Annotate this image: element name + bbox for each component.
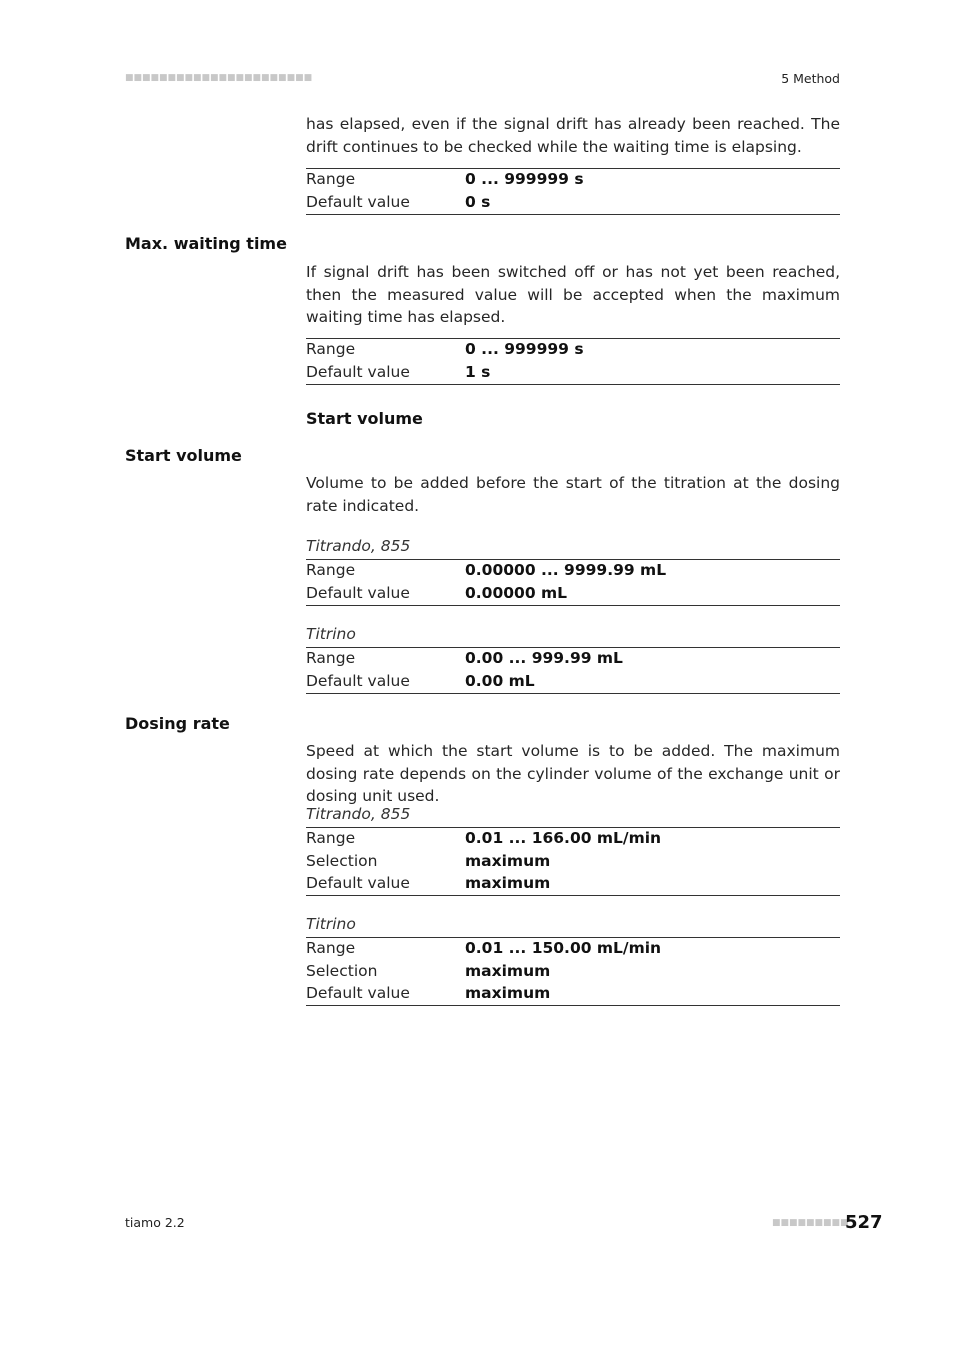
- row-value: 0.01 ... 166.00 mL/min: [465, 829, 662, 847]
- table-row: [306, 670, 840, 693]
- row-value: 0 ... 999999 s: [465, 340, 584, 358]
- param-table-dosing-rate-titrino: [306, 937, 840, 1005]
- row-value: maximum: [465, 961, 551, 980]
- row-label: Range: [306, 939, 356, 957]
- table-bottom-rule: [306, 214, 840, 215]
- device-group-title: Titrino: [306, 625, 356, 643]
- section-heading: Start volume: [306, 409, 423, 428]
- row-value: 0.00 ... 999.99 mL: [465, 649, 623, 667]
- device-group-title: Titrando, 855: [306, 805, 411, 823]
- footer-decoration: ■■■■■■■■■: [772, 1218, 849, 1228]
- row-label: Selection: [306, 961, 378, 980]
- table-row: [306, 960, 840, 983]
- param-table-start-volume-titrando: [306, 559, 840, 604]
- dosing-rate-label: Dosing rate: [125, 714, 230, 733]
- header-decoration: ■■■■■■■■■■■■■■■■■■■■■■: [125, 73, 313, 83]
- param-table-dosing-rate-titrando: [306, 827, 840, 895]
- row-label: Default value: [306, 874, 410, 892]
- row-label: Default value: [306, 671, 410, 690]
- row-value: maximum: [465, 984, 551, 1002]
- row-label: Range: [306, 829, 356, 847]
- row-value: maximum: [465, 851, 551, 870]
- table-row: [306, 982, 840, 1005]
- row-value: 0.01 ... 150.00 mL/min: [465, 939, 662, 957]
- param-table-start-volume-titrino: [306, 647, 840, 692]
- table-bottom-rule: [306, 384, 840, 385]
- row-label: Range: [306, 649, 356, 667]
- row-value: 0 s: [465, 192, 491, 211]
- param-table-waiting-time: [306, 168, 840, 213]
- table-row: [306, 168, 840, 191]
- table-row: [306, 647, 840, 670]
- table-row: [306, 850, 840, 873]
- start-volume-description: Volume to be added before the start of the titration at the dosing rate indicated.: [306, 474, 840, 515]
- table-bottom-rule: [306, 1005, 840, 1006]
- param-table-max-waiting-time: [306, 338, 840, 383]
- table-row: [306, 582, 840, 605]
- table-bottom-rule: [306, 693, 840, 694]
- row-value: 0.00000 mL: [465, 583, 568, 602]
- page-number: 527: [845, 1212, 883, 1233]
- row-value: 0.00000 ... 9999.99 mL: [465, 561, 667, 579]
- row-value: maximum: [465, 874, 551, 892]
- row-value: 0.00 mL: [465, 671, 535, 690]
- row-value: 0 ... 999999 s: [465, 170, 584, 188]
- table-bottom-rule: [306, 895, 840, 896]
- table-bottom-rule: [306, 605, 840, 606]
- chapter-title: 5 Method: [781, 71, 840, 86]
- max-waiting-time-label: Max. waiting time: [125, 234, 287, 253]
- table-row: [306, 559, 840, 582]
- table-row: [306, 872, 840, 895]
- table-row: [306, 937, 840, 960]
- row-label: Default value: [306, 192, 410, 211]
- row-label: Range: [306, 170, 356, 188]
- dosing-rate-description: Speed at which the start volume is to be added. The maximum dosing rate depends on the cylinder volume of the exchange unit or dosing unit used.: [306, 742, 840, 805]
- device-group-title: Titrando, 855: [306, 537, 411, 555]
- row-label: Selection: [306, 851, 378, 870]
- intro-paragraph: has elapsed, even if the signal drift has already been reached. The drift continues to be checked while the waiting time is elapsing.: [306, 115, 840, 156]
- product-name: tiamo 2.2: [125, 1215, 185, 1230]
- row-label: Range: [306, 340, 356, 358]
- max-waiting-time-description: If signal drift has been switched off or has not yet been reached, then the measured value will be accepted when the maximum waiting time has elapsed.: [306, 263, 840, 326]
- row-label: Default value: [306, 362, 410, 381]
- start-volume-label: Start volume: [125, 446, 242, 465]
- row-label: Default value: [306, 583, 410, 602]
- row-label: Range: [306, 561, 356, 579]
- table-row: [306, 338, 840, 361]
- table-row: [306, 827, 840, 850]
- row-label: Default value: [306, 984, 410, 1002]
- device-group-title: Titrino: [306, 915, 356, 933]
- table-row: [306, 191, 840, 214]
- table-row: [306, 361, 840, 384]
- row-value: 1 s: [465, 362, 491, 381]
